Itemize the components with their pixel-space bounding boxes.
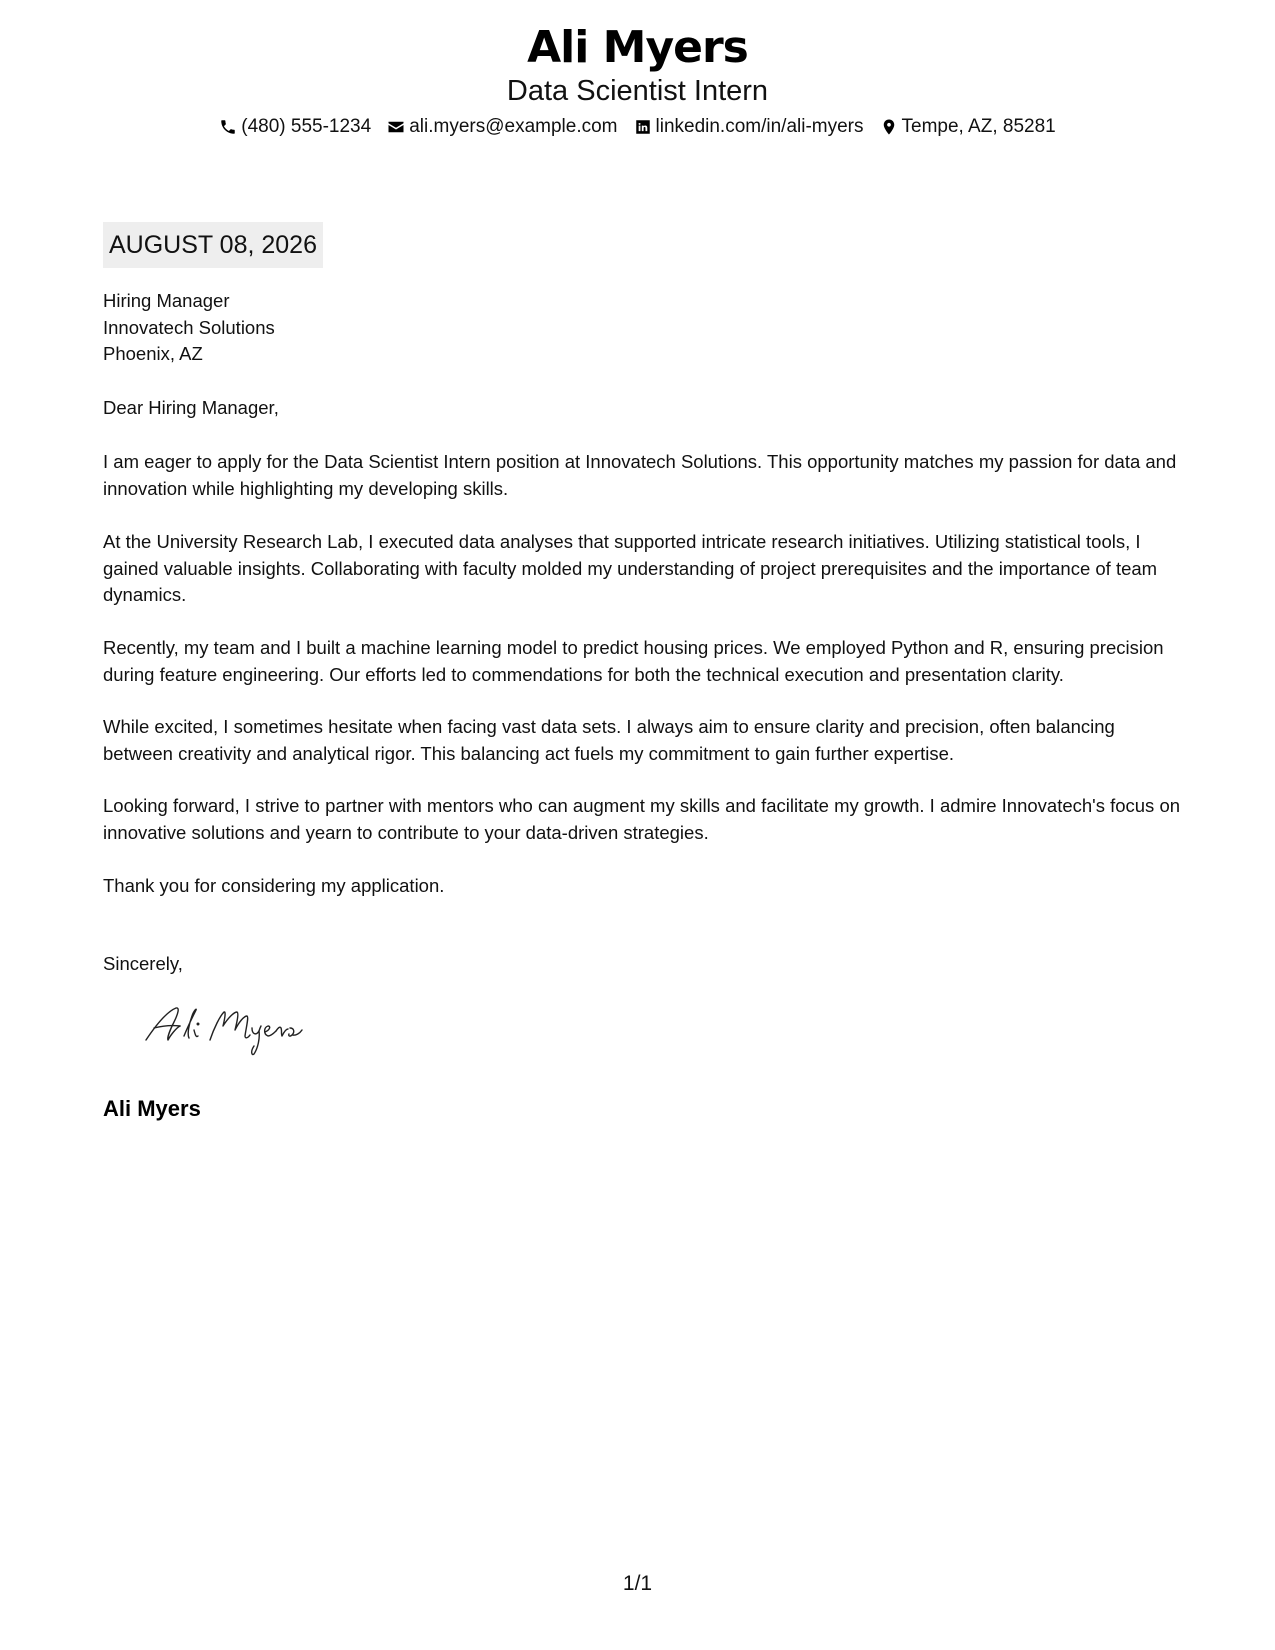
phone-text: (480) 555-1234	[241, 116, 372, 137]
contact-phone	[219, 114, 371, 140]
letter-paragraph: I am eager to apply for the Data Scientist Intern position at Innovatech Solutions. This opportunity matches my passion for data and innovation while highlighting my developing skills.	[103, 451, 1177, 499]
contact-linkedin[interactable]	[634, 114, 864, 140]
contact-location	[880, 114, 1056, 140]
email-text[interactable]: ali.myers@example.com	[409, 116, 618, 137]
contact-email[interactable]	[387, 114, 617, 140]
signer-name: Ali Myers	[103, 1096, 201, 1121]
salutation: Dear Hiring Manager,	[103, 397, 279, 418]
applicant-role: Data Scientist Intern	[506, 75, 769, 107]
letter-paragraph: Recently, my team and I built a machine learning model to predict housing prices. We employed Python and R, ensuring precision during feature engineering. Our efforts led to commendations for both the technical execution and presentation clarity.	[103, 637, 1164, 685]
applicant-name: Ali Myers	[527, 22, 748, 73]
linkedin-text[interactable]: linkedin.com/in/ali-myers	[655, 116, 864, 137]
linkedin-icon	[634, 118, 652, 136]
recipient-location: Phoenix, AZ	[103, 343, 203, 364]
letter-header	[0, 22, 1275, 140]
location-text: Tempe, AZ, 85281	[901, 116, 1056, 137]
contact-bar	[0, 114, 1275, 140]
envelope-icon	[387, 118, 405, 136]
page-number: 1/1	[622, 1572, 653, 1595]
handwritten-signature	[140, 998, 340, 1058]
letter-paragraph: While excited, I sometimes hesitate when facing vast data sets. I always aim to ensure clarity and precision, often balancing between creativity and analytical rigor. This balancing act fuels my commitment to gain further expertise.	[103, 716, 1115, 764]
map-pin-icon	[880, 118, 898, 136]
letter-paragraph: Thank you for considering my application.	[103, 875, 445, 896]
closing: Sincerely,	[103, 953, 183, 974]
letter-paragraph: At the University Research Lab, I executed data analyses that supported intricate research initiatives. Utilizing statistical tools, I gained valuable insights. Collaborating with faculty molded my understanding of project prerequisites and the importance of team dynamics.	[103, 531, 1158, 605]
recipient-company: Innovatech Solutions	[103, 316, 275, 338]
recipient-block	[103, 288, 1183, 368]
letter-paragraph: Looking forward, I strive to partner with mentors who can augment my skills and facilitate my growth. I admire Innovatech's focus on innovative solutions and yearn to contribute to your data-driven strategies.	[103, 795, 1181, 843]
recipient-title: Hiring Manager	[103, 290, 230, 311]
letter-date: AUGUST 08, 2026	[103, 222, 323, 268]
phone-icon	[219, 118, 237, 136]
